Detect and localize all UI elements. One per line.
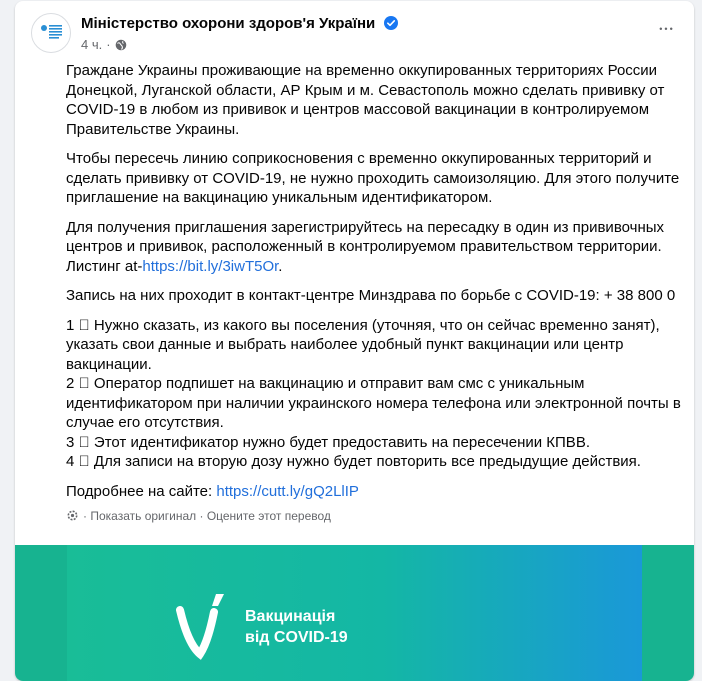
post-paragraph [66,218,694,277]
post-image[interactable] [15,545,694,681]
moh-logo-icon [32,14,70,52]
bitly-link[interactable]: https://bit.ly/3iwT5Or [142,257,279,275]
page-avatar[interactable] [31,13,71,53]
post-body [66,61,694,511]
page-name-link[interactable] [81,15,398,34]
paragraph-text: Для получения приглашения зарегистрируйтесь на пересадку в один из прививочных центров и прививок, расположенный в контролируемом правительством территории. Листинг at- [66,218,665,275]
cuttly-link[interactable]: https://cutt.ly/gQ2LlIP [216,482,359,500]
banner-subtitle: від COVID-19 [245,629,348,646]
meta-separator: · [106,37,111,52]
vaccination-logo-icon [174,592,236,664]
paragraph-end: . [278,257,283,275]
post-paragraph: Граждане Украины проживающие на временно оккупированных территориях России Донецкой, Луганской области, АР Крым и м. Севастополь можно сделать прививку от COVID-19 в любом из прививок и центров массовой вакцинации в контролируемом Правительстве Украины. [66,62,665,138]
show-original-link[interactable]: Показать оригинал [90,509,197,523]
more-options-button[interactable] [656,19,678,41]
post-paragraph: Чтобы пересечь линию соприкосновения с временно оккупированных территорий и сделать прививку от COVID-19, не нужно проходить самоизоляцию. Для этого получите приглашение на вакцинацию уникальным идентификатором. [66,150,680,206]
list-item: 1 ️⃣ Нужно сказать, из какого вы поселения (уточняя, что он сейчас временно занят), указать свои данные и выбрать наиболее удобный пункт вакцинации или центр вакцинации. [66,316,660,373]
post-paragraph [66,482,694,502]
verified-badge-icon [384,16,398,34]
list-item: 2 ️⃣ Оператор подпишет на вакцинацию и отправит вам смс с уникальным идентификатором при наличии украинского номера телефона или электронной почты в случае его отсутствия. [66,375,681,431]
vaccination-banner [67,545,642,681]
list-item: 4 ️⃣ Для записи на вторую дозу нужно будет повторить все предыдущие действия. [66,453,641,470]
globe-icon[interactable] [115,39,127,54]
page-name[interactable]: Міністерство охорони здоров'я України [81,15,376,32]
list-item: 3 ️⃣ Этот идентификатор нужно будет предоставить на пересечении КПВВ. [66,433,590,451]
rate-translation-link[interactable]: Оцените этот перевод [206,509,331,523]
post-meta [81,37,127,54]
post-header [15,1,694,61]
post-timestamp[interactable]: 4 ч. [81,37,103,52]
translate-separator: · [199,509,204,523]
post-card [15,1,694,681]
steps-list [66,316,694,472]
more-info-text: Подробнее на сайте: [66,482,217,500]
post-paragraph: Запись на них проходит в контакт-центре Минздрава по борьбе с COVID-19: + 38 800 0 [66,287,676,304]
translation-bar [66,509,331,525]
gear-icon[interactable] [66,509,79,525]
banner-title: Вакцинація [245,608,336,625]
more-dots-icon: ••• [659,24,675,34]
translate-separator: · [83,509,87,523]
